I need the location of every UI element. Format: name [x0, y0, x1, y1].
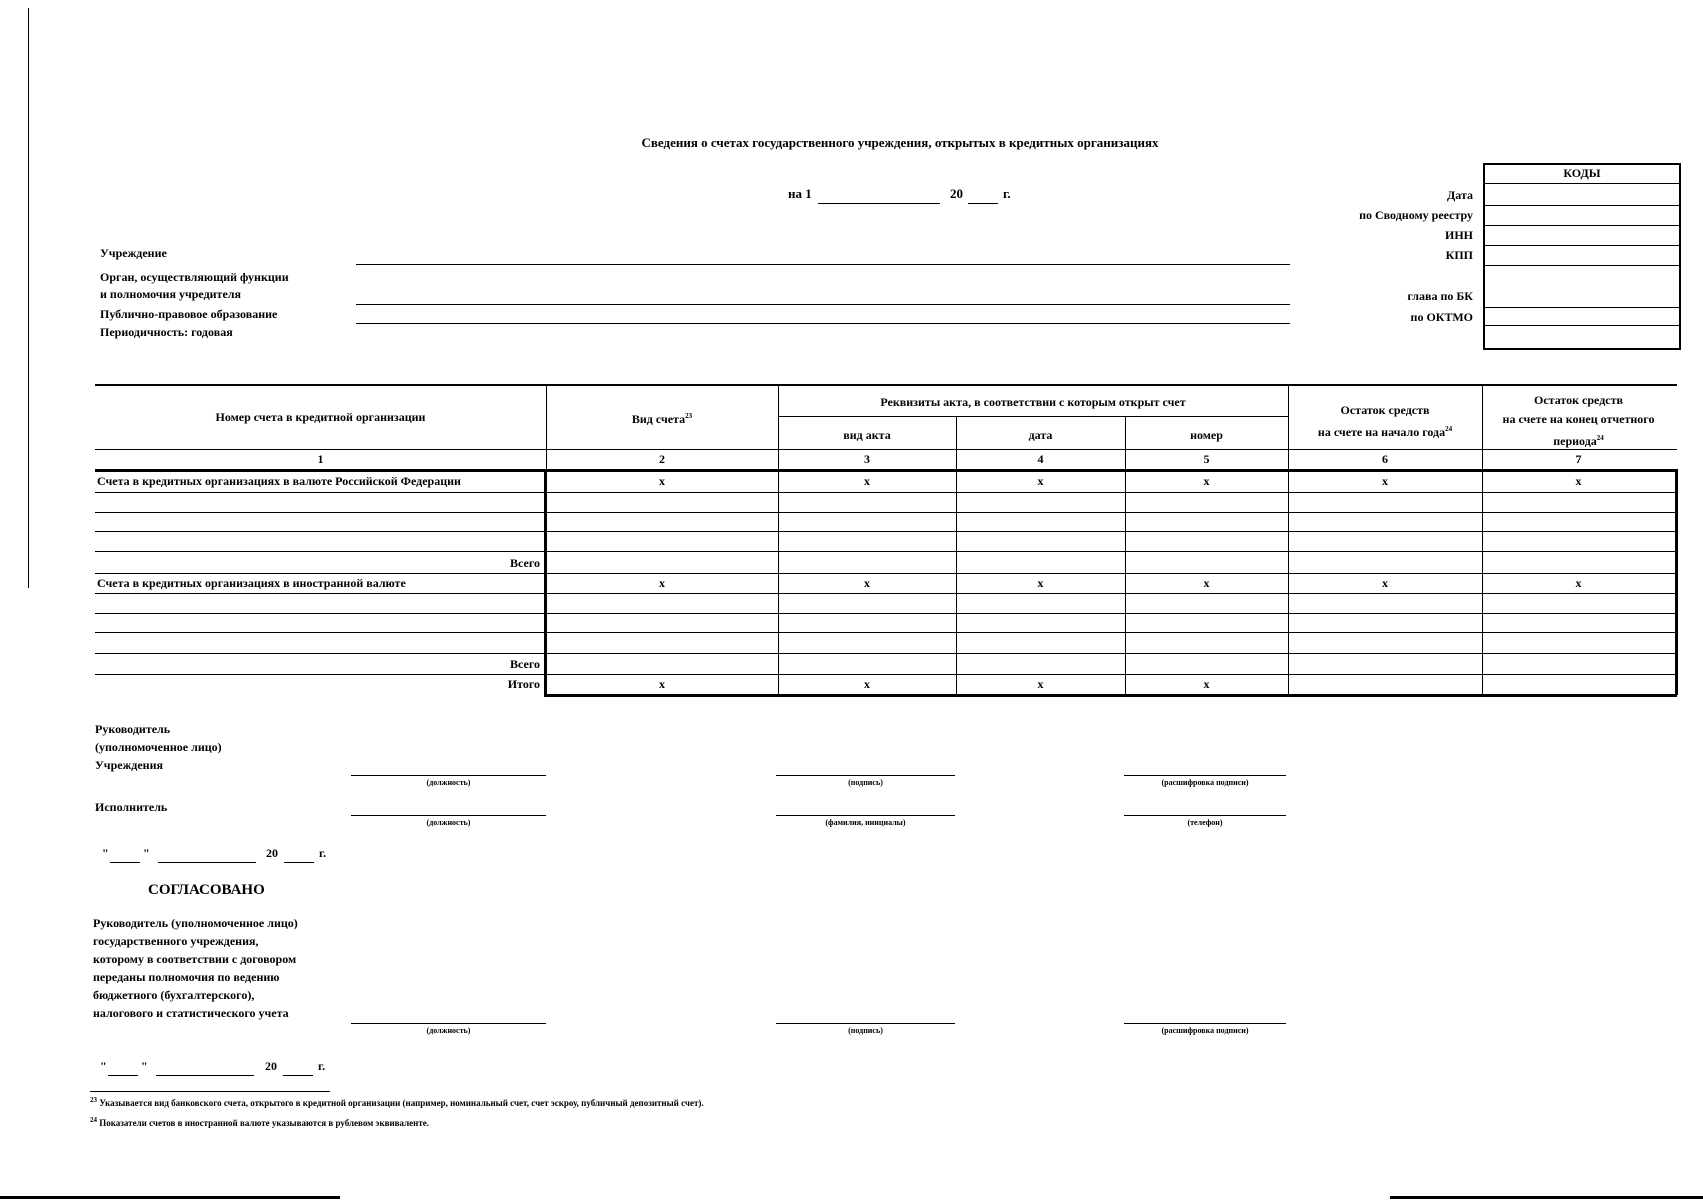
- head-label-1: Руководитель: [95, 722, 171, 736]
- label-founder-1: Орган, осуществляющий функции: [100, 270, 289, 284]
- th-balance-end-sup: 24: [1596, 434, 1604, 442]
- executor-position-caption: (должность): [426, 818, 471, 827]
- th-balance-end: [1482, 391, 1675, 451]
- rub-x-col3: x: [864, 474, 870, 488]
- col-number-5: 5: [1203, 452, 1210, 466]
- footnote-23: [90, 1096, 704, 1108]
- footnote-23-text: Указывается вид банковского счета, открытого в кредитной организации (например, номинальный счет, счет эскроу, публичный депозитный счет).: [99, 1098, 704, 1108]
- executor-position-line: [351, 815, 546, 816]
- th-balance-end-2: на счете на конец отчетного: [1502, 412, 1655, 426]
- grand-x-col3: x: [864, 677, 870, 691]
- head-signature-line: [776, 775, 955, 776]
- section-rub-label: Счета в кредитных организациях в валюте Российской Федерации: [97, 474, 461, 488]
- footnote-24: [90, 1116, 429, 1128]
- bottom-edge-line-right: [1390, 1196, 1703, 1199]
- date1-quote-open: ": [102, 846, 109, 860]
- th-act-type: вид акта: [843, 428, 891, 442]
- grand-x-col2: x: [659, 677, 665, 691]
- fx-x-col2: x: [659, 576, 665, 590]
- code-label-date: Дата: [1447, 188, 1473, 202]
- fx-total-label: Всего: [510, 657, 540, 671]
- executor-label: Исполнитель: [95, 800, 168, 814]
- date2-year-suffix: г.: [318, 1059, 326, 1073]
- fx-x-col6: x: [1382, 576, 1388, 590]
- label-periodicity: Периодичность: годовая: [100, 325, 233, 339]
- left-margin-line: [28, 8, 29, 588]
- th-balance-start-1: Остаток средств: [1340, 403, 1430, 417]
- approved-text-line-6: налогового и статистического учета: [93, 1006, 289, 1020]
- col-number-3: 3: [864, 452, 870, 466]
- fx-x-col3: x: [864, 576, 870, 590]
- col-number-6: 6: [1382, 452, 1388, 466]
- codes-box: [1483, 163, 1681, 350]
- th-balance-start-sup: 24: [1445, 425, 1453, 433]
- rub-total-label: Всего: [510, 556, 540, 570]
- date1-month-line: [158, 862, 256, 863]
- approved-text-line-1: Руководитель (уполномоченное лицо): [93, 916, 298, 930]
- head-label-2: (уполномоченное лицо): [95, 740, 222, 754]
- approved-text-line-3: которому в соответствии с договором: [93, 952, 297, 966]
- codes-header: КОДЫ: [1563, 166, 1601, 180]
- rub-x-col2: x: [659, 474, 665, 488]
- th-balance-end-3-label: периода: [1553, 434, 1597, 448]
- fx-x-col4: x: [1037, 576, 1044, 590]
- th-account-type-label: Вид счета: [631, 412, 686, 426]
- label-founder-2: и полномочия учредителя: [100, 287, 242, 301]
- date-year-line: [968, 203, 998, 204]
- code-label-bk: глава по БК: [1407, 289, 1473, 303]
- code-label-kpp: КПП: [1445, 248, 1473, 262]
- approved-text-line-5: бюджетного (бухгалтерского),: [93, 988, 255, 1002]
- public-entity-line: [356, 323, 1290, 324]
- founder-line: [356, 304, 1290, 305]
- grand-x-col4: x: [1037, 677, 1044, 691]
- th-act-details: Реквизиты акта, в соответствии с которым открыт счет: [880, 395, 1186, 409]
- code-label-oktmo: по ОКТМО: [1410, 310, 1473, 324]
- grand-total-label: Итого: [507, 677, 540, 691]
- approved-text-line-4: переданы полномочия по ведению: [93, 970, 280, 984]
- date1-year-line: [284, 862, 314, 863]
- code-label-inn: ИНН: [1444, 228, 1473, 242]
- col-number-1: 1: [317, 452, 324, 466]
- rub-x-col6: x: [1382, 474, 1388, 488]
- th-account-type: [546, 412, 778, 427]
- approved-signature-caption: (подпись): [848, 1026, 883, 1035]
- date2-quote-open: ": [100, 1059, 107, 1073]
- footnote-24-text: Показатели счетов в иностранной валюте указываются в рублевом эквиваленте.: [99, 1118, 430, 1128]
- institution-line: [356, 264, 1290, 265]
- footnote-23-number: 23: [90, 1096, 97, 1104]
- approved-decoding-line: [1124, 1023, 1286, 1024]
- grand-x-col5: x: [1203, 677, 1210, 691]
- approved-position-caption: (должность): [426, 1026, 471, 1035]
- head-position-caption: (должность): [426, 778, 471, 787]
- approved-decoding-caption: (расшифровка подписи): [1161, 1026, 1249, 1035]
- date-year-prefix: 20: [950, 186, 963, 201]
- date1-year-suffix: г.: [319, 846, 327, 860]
- th-balance-start: [1288, 401, 1482, 442]
- label-public-entity: Публично-правовое образование: [100, 307, 278, 321]
- date1-year-prefix: 20: [266, 846, 278, 860]
- label-institution: Учреждение: [100, 246, 167, 260]
- date-year-suffix: г.: [1003, 186, 1011, 201]
- date2-year-prefix: 20: [265, 1059, 277, 1073]
- footnote-separator: [90, 1091, 330, 1092]
- col-number-2: 2: [659, 452, 665, 466]
- th-act-number: номер: [1190, 428, 1223, 442]
- col-number-7: 7: [1575, 452, 1582, 466]
- th-balance-start-2: [1288, 420, 1482, 442]
- date2-quote-close: ": [141, 1059, 148, 1073]
- date-prefix: на 1: [788, 186, 812, 201]
- date-day-line: [818, 203, 940, 204]
- executor-name-line: [776, 815, 955, 816]
- th-balance-end-3: [1482, 429, 1675, 451]
- approved-text-line-2: государственного учреждения,: [93, 934, 259, 948]
- approved-text: [93, 914, 298, 1022]
- executor-phone-line: [1124, 815, 1286, 816]
- approved-position-line: [351, 1023, 546, 1024]
- approved-heading: СОГЛАСОВАНО: [148, 882, 265, 898]
- th-balance-start-2-label: на счете на начало года: [1317, 425, 1446, 439]
- fx-x-col7: x: [1575, 576, 1582, 590]
- approved-signature-line: [776, 1023, 955, 1024]
- th-act-date: дата: [1028, 428, 1053, 442]
- date2-year-line: [283, 1075, 313, 1076]
- fx-x-col5: x: [1203, 576, 1210, 590]
- executor-name-caption: (фамилия, инициалы): [825, 818, 906, 827]
- date1-quote-close: ": [143, 846, 150, 860]
- col-number-4: 4: [1037, 452, 1044, 466]
- date2-day-line: [108, 1075, 138, 1076]
- head-signature-caption: (подпись): [848, 778, 883, 787]
- th-account-number: Номер счета в кредитной организации: [215, 410, 426, 424]
- footnote-24-number: 24: [90, 1116, 97, 1124]
- date2-month-line: [156, 1075, 254, 1076]
- head-decoding-caption: (расшифровка подписи): [1161, 778, 1249, 787]
- rub-x-col5: x: [1203, 474, 1210, 488]
- th-account-type-sup: 23: [685, 412, 693, 420]
- rub-x-col4: x: [1037, 474, 1044, 488]
- code-label-registry: по Сводному реестру: [1359, 208, 1473, 222]
- section-fx-label: Счета в кредитных организациях в иностранной валюте: [97, 576, 406, 590]
- head-decoding-line: [1124, 775, 1286, 776]
- rub-x-col7: x: [1575, 474, 1582, 488]
- th-balance-end-1: Остаток средств: [1534, 393, 1623, 407]
- form-title: Сведения о счетах государственного учреждения, открытых в кредитных организациях: [641, 135, 1159, 150]
- date1-day-line: [110, 862, 140, 863]
- head-label-3: Учреждения: [95, 758, 163, 772]
- executor-phone-caption: (телефон): [1187, 818, 1223, 827]
- head-position-line: [351, 775, 546, 776]
- bottom-edge-line: [0, 1196, 340, 1199]
